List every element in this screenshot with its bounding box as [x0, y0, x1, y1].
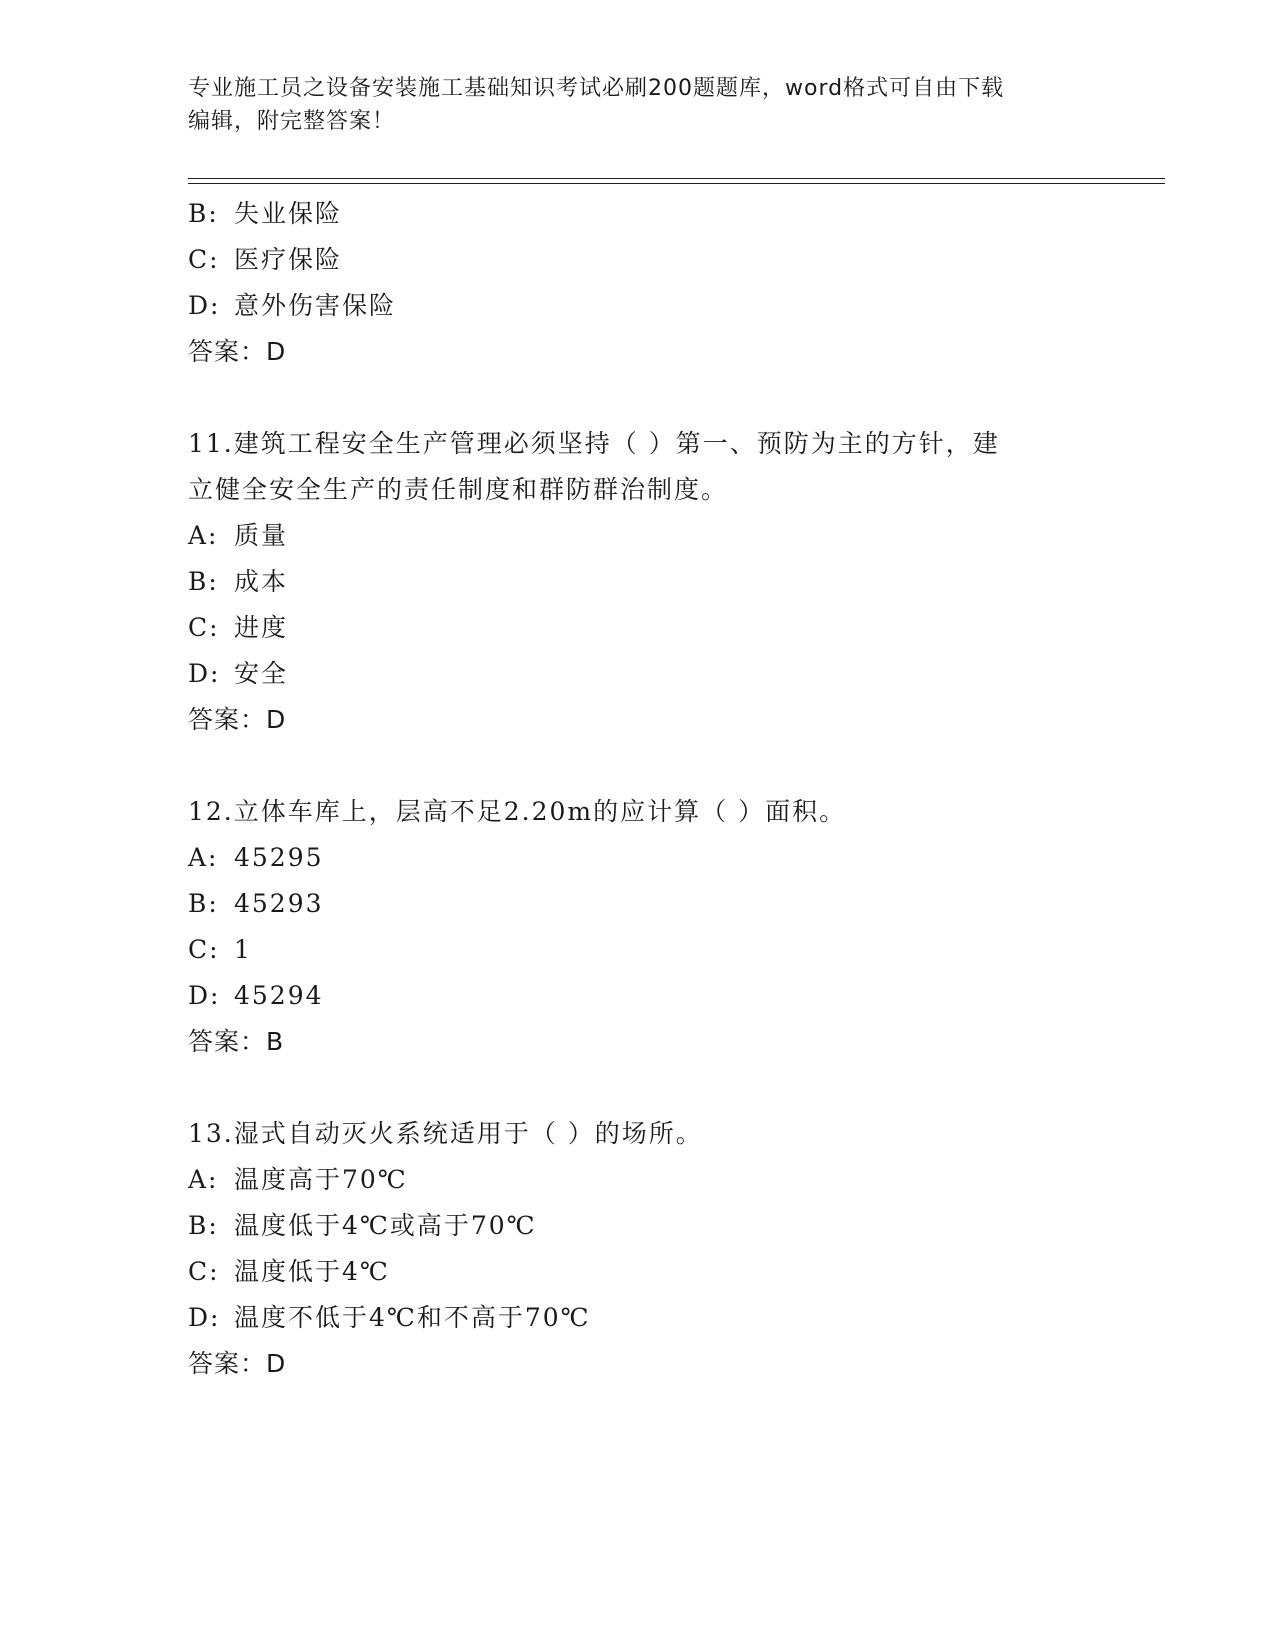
option-d — [188, 651, 1088, 697]
option-letter: B: — [188, 199, 219, 228]
option-text: 质量 — [234, 521, 289, 550]
option-letter: B: — [188, 1211, 219, 1240]
option-letter: D: — [188, 981, 221, 1010]
question-11 — [188, 421, 1088, 743]
option-text: 安全 — [234, 659, 289, 688]
option-letter: B: — [188, 567, 219, 596]
option-letter: B: — [188, 889, 219, 918]
answer-line: 答案：D — [188, 705, 287, 734]
option-letter: D: — [188, 1303, 221, 1332]
option-c — [188, 605, 1088, 651]
option-c — [188, 1249, 1088, 1295]
document-header — [188, 72, 1068, 138]
option-text: 45295 — [234, 843, 324, 872]
option-letter: C: — [188, 613, 220, 642]
header-divider-bottom — [188, 183, 1165, 184]
option-a — [188, 835, 1088, 881]
option-b — [188, 881, 1088, 927]
option-d — [188, 283, 1088, 329]
question-10-tail — [188, 191, 1088, 375]
question-stem-line1: 11.建筑工程安全生产管理必须坚持（ ）第一、预防为主的方针，建 — [188, 429, 1000, 458]
option-text: 温度低于4℃或高于70℃ — [234, 1211, 537, 1240]
option-text: 45294 — [234, 981, 324, 1010]
option-letter: C: — [188, 935, 220, 964]
option-text: 温度高于70℃ — [234, 1165, 408, 1194]
option-text: 成本 — [234, 567, 289, 596]
option-d — [188, 1295, 1088, 1341]
question-stem-line1: 13.湿式自动灭火系统适用于（ ）的场所。 — [188, 1119, 703, 1148]
question-list — [188, 191, 1088, 1387]
header-divider-top — [188, 178, 1165, 179]
question-stem-line1: 12.立体车库上，层高不足2.20m的应计算（ ）面积。 — [188, 797, 847, 826]
option-text: 45293 — [234, 889, 324, 918]
option-letter: C: — [188, 1257, 220, 1286]
question-stem — [188, 789, 1068, 835]
question-stem — [188, 1111, 1068, 1157]
option-c — [188, 237, 1088, 283]
answer-line: 答案：B — [188, 1027, 285, 1056]
option-letter: D: — [188, 659, 221, 688]
option-b — [188, 559, 1088, 605]
question-13 — [188, 1111, 1088, 1387]
option-letter: A: — [188, 1165, 219, 1194]
header-title-line2: 编辑，附完整答案！ — [188, 109, 396, 134]
option-text: 温度不低于4℃和不高于70℃ — [234, 1303, 591, 1332]
option-letter: C: — [188, 245, 220, 274]
option-text: 温度低于4℃ — [234, 1257, 390, 1286]
option-text: 失业保险 — [234, 199, 343, 228]
option-text: 进度 — [234, 613, 289, 642]
option-a — [188, 513, 1088, 559]
option-text: 意外伤害保险 — [234, 291, 397, 320]
question-stem — [188, 421, 1068, 513]
option-text: 医疗保险 — [234, 245, 343, 274]
option-letter: D: — [188, 291, 221, 320]
question-12 — [188, 789, 1088, 1065]
answer-line: 答案：D — [188, 1349, 287, 1378]
option-b — [188, 191, 1088, 237]
option-letter: A: — [188, 843, 219, 872]
option-a — [188, 1157, 1088, 1203]
answer-line: 答案：D — [188, 337, 287, 366]
option-c — [188, 927, 1088, 973]
option-text: 1 — [234, 935, 252, 964]
question-stem-line2: 立健全安全生产的责任制度和群防群治制度。 — [188, 475, 729, 504]
option-letter: A: — [188, 521, 219, 550]
option-d — [188, 973, 1088, 1019]
header-title-line1: 专业施工员之设备安装施工基础知识考试必刷200题题库，word格式可自由下载 — [188, 76, 1005, 101]
option-b — [188, 1203, 1088, 1249]
